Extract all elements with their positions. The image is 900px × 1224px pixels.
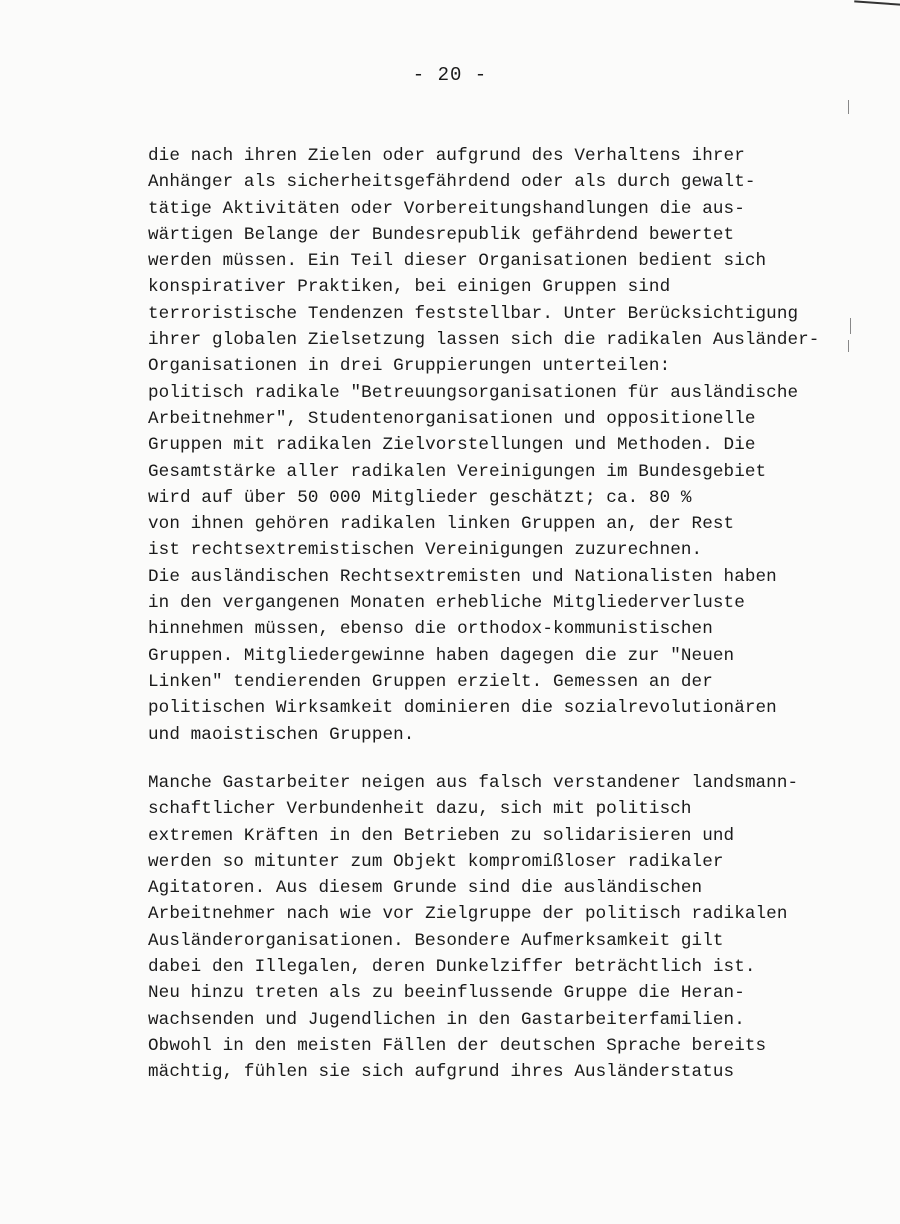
text-line: Gruppen mit radikalen Zielvorstellungen und Methoden. Die: [148, 435, 756, 456]
text-line: Anhänger als sicherheitsgefährdend oder als durch gewalt-: [148, 172, 756, 193]
text-line: politisch radikale "Betreuungsorganisationen für ausländische: [148, 382, 799, 403]
text-line: tätige Aktivitäten oder Vorbereitungshandlungen die aus-: [148, 198, 745, 219]
text-line: Arbeitnehmer", Studentenorganisationen und oppositionelle: [148, 408, 756, 429]
text-line: extremen Kräften in den Betrieben zu solidarisieren und: [148, 825, 735, 846]
text-line: ihrer globalen Zielsetzung lassen sich die radikalen Ausländer-: [148, 330, 820, 351]
text-line: dabei den Illegalen, deren Dunkelziffer beträchtlich ist.: [148, 957, 756, 978]
text-line: wird auf über 50 000 Mitglieder geschätzt; ca. 80 %: [148, 487, 692, 508]
text-line: wärtigen Belange der Bundesrepublik gefährdend bewertet: [148, 224, 735, 245]
text-line: terroristische Tendenzen feststellbar. Unter Berücksichtigung: [148, 303, 799, 324]
text-line: ist rechtsextremistischen Vereinigungen zuzurechnen.: [148, 540, 703, 561]
text-line: Gesamtstärke aller radikalen Vereinigungen im Bundesgebiet: [148, 461, 767, 482]
text-line: wachsenden und Jugendlichen in den Gastarbeiterfamilien.: [148, 1009, 745, 1030]
text-line: die nach ihren Zielen oder aufgrund des Verhaltens ihrer: [148, 146, 745, 166]
body-paragraph-1: [148, 143, 838, 748]
text-line: und maoistischen Gruppen.: [148, 724, 415, 745]
text-line: in den vergangenen Monaten erhebliche Mitgliederverluste: [148, 593, 745, 614]
text-line: Gruppen. Mitgliedergewinne haben dagegen die zur "Neuen: [148, 645, 735, 666]
text-line: Linken" tendierenden Gruppen erzielt. Gemessen an der: [148, 671, 713, 692]
scan-edge-tick: [850, 318, 851, 334]
text-line: Agitatoren. Aus diesem Grunde sind die ausländischen: [148, 878, 703, 899]
text-line: mächtig, fühlen sie sich aufgrund ihres Ausländerstatus: [148, 1062, 735, 1083]
text-line: Die ausländischen Rechtsextremisten und Nationalisten haben: [148, 566, 777, 587]
text-line: Organisationen in drei Gruppierungen unterteilen:: [148, 356, 671, 377]
text-line: Manche Gastarbeiter neigen aus falsch verstandener landsmann-: [148, 773, 799, 793]
text-line: Arbeitnehmer nach wie vor Zielgruppe der politisch radikalen: [148, 904, 788, 925]
text-line: Neu hinzu treten als zu beeinflussende Gruppe die Heran-: [148, 983, 745, 1004]
text-line: hinnehmen müssen, ebenso die orthodox-kommunistischen: [148, 619, 713, 640]
text-line: politischen Wirksamkeit dominieren die sozialrevolutionären: [148, 698, 777, 719]
text-line: konspirativer Praktiken, bei einigen Gruppen sind: [148, 277, 671, 298]
text-line: werden müssen. Ein Teil dieser Organisationen bedient sich: [148, 251, 767, 272]
text-line: von ihnen gehören radikalen linken Gruppen an, der Rest: [148, 514, 735, 535]
text-line: schaftlicher Verbundenheit dazu, sich mit politisch: [148, 799, 692, 820]
text-line: Obwohl in den meisten Fällen der deutschen Sprache bereits: [148, 1035, 767, 1056]
body-paragraph-2: [148, 770, 838, 1086]
text-line: Ausländerorganisationen. Besondere Aufmerksamkeit gilt: [148, 930, 724, 951]
scan-corner-mark: [854, 0, 900, 11]
text-line: werden so mitunter zum Objekt kompromißloser radikaler: [148, 851, 724, 872]
scan-edge-tick: [848, 100, 849, 114]
scan-edge-tick: [848, 340, 849, 352]
page-number: - 20 -: [412, 64, 488, 86]
